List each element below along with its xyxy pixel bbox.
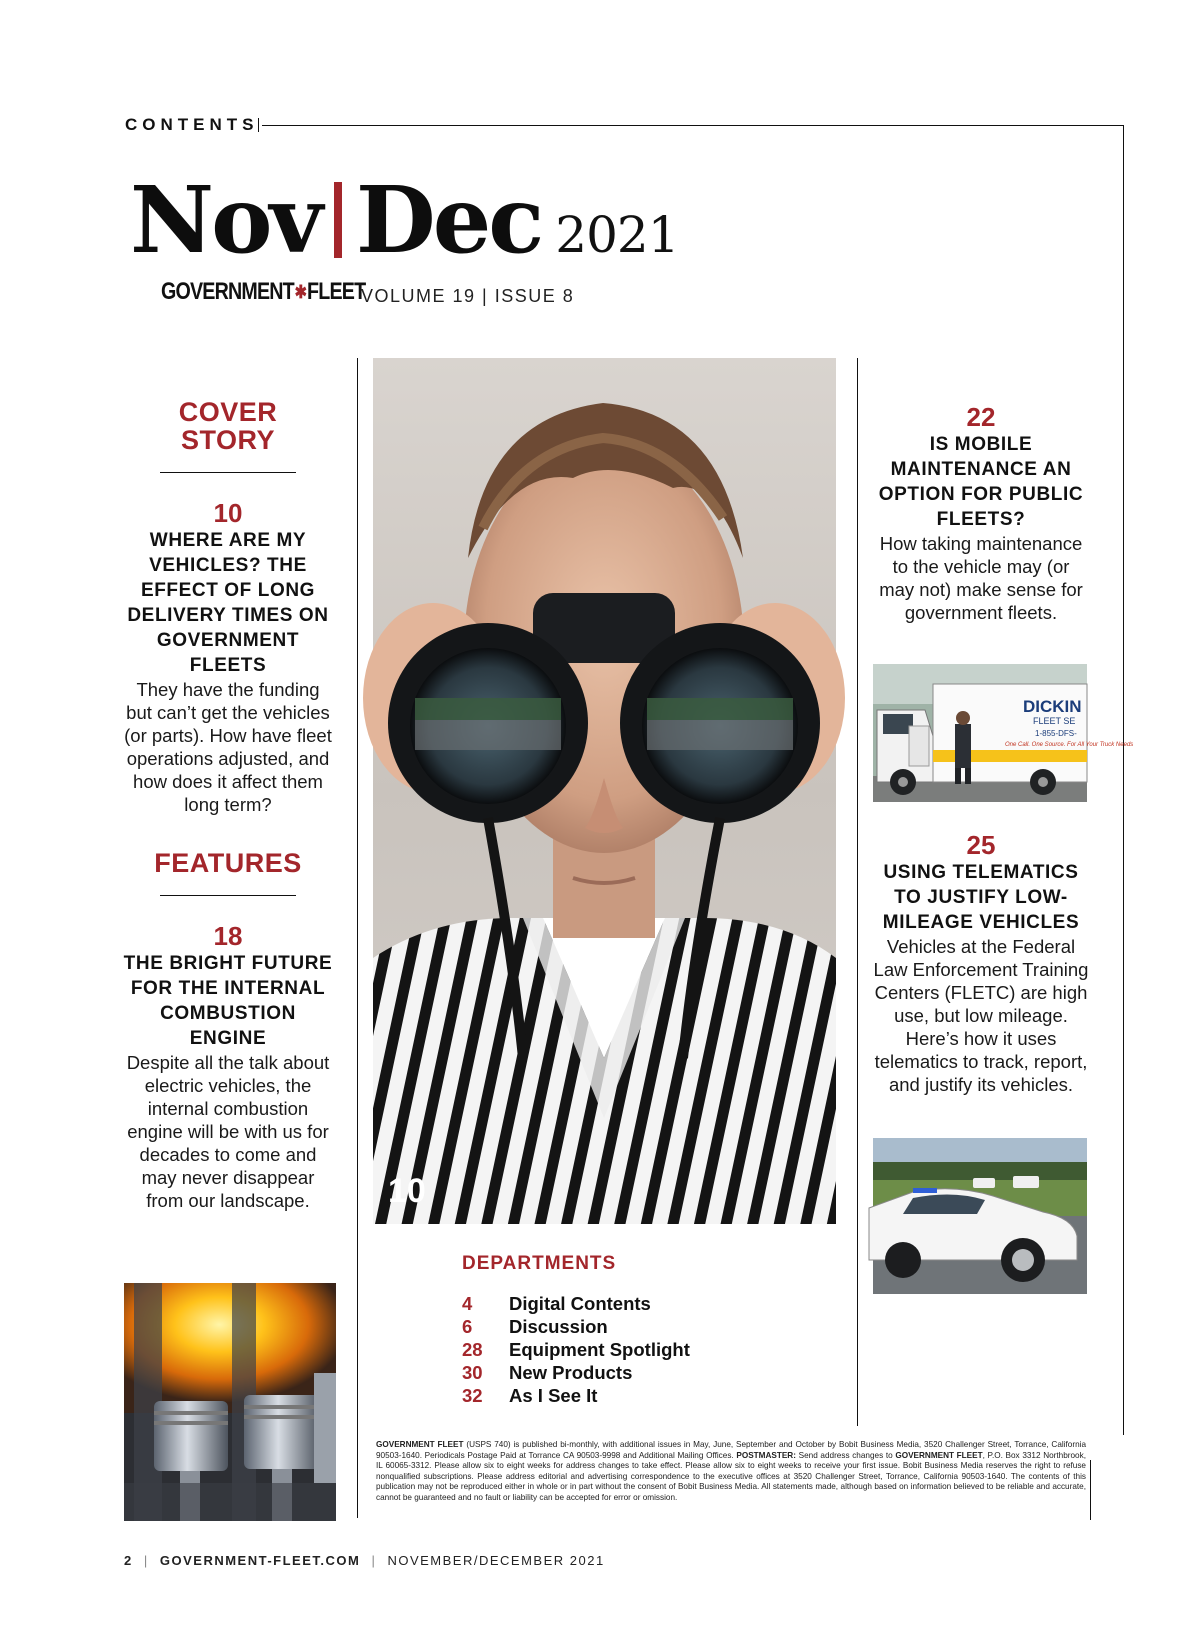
story-22-body: How taking maintenance to the vehicle may (or may not) make sense for government fleets. <box>879 533 1083 623</box>
department-name: Equipment Spotlight <box>509 1339 690 1360</box>
cover-story-page: 10 <box>213 498 243 528</box>
police-car-illustration <box>873 1138 1087 1294</box>
cover-story-body: They have the funding but can’t get the vehicles (or parts). How have fleet operations adjusted, and how does it affect them long term? <box>124 679 332 815</box>
right-border-rule <box>1123 125 1124 1435</box>
department-name: Digital Contents <box>509 1293 651 1314</box>
engine-pistons-illustration <box>124 1283 336 1521</box>
footer-page-number: 2 <box>124 1553 133 1568</box>
issue-month-left: Nov <box>130 166 320 274</box>
cover-story-title[interactable]: WHERE ARE MY VEHICLES? THE EFFECT OF LONG DELIVERY TIMES ON GOVERNMENT FLEETS <box>127 530 329 676</box>
truck-phone-text: 1-855-DFS- <box>1035 729 1077 738</box>
footer-issue-date: NOVEMBER/DECEMBER 2021 <box>387 1553 605 1568</box>
issue-month-right: Dec <box>355 166 542 274</box>
government-fleet-logo <box>161 278 365 306</box>
cover-story-heading: COVER STORY <box>178 397 278 455</box>
issue-year: 2021 <box>555 206 679 264</box>
department-item[interactable] <box>462 1361 690 1384</box>
man-with-binoculars-illustration <box>373 358 836 1224</box>
engine-pistons-image[interactable] <box>124 1283 336 1521</box>
title-divider <box>334 182 342 258</box>
cover-story-rule <box>160 472 296 473</box>
truck-tagline-text: One Call. One Source. For All Your Truck Needs <box>1005 742 1134 748</box>
department-page: 28 <box>462 1339 483 1360</box>
departments-list <box>462 1292 690 1407</box>
police-car-image[interactable] <box>873 1138 1087 1294</box>
header-tick <box>258 118 259 132</box>
issue-title <box>130 166 679 274</box>
service-truck-image[interactable] <box>873 664 1134 802</box>
story-22-page: 22 <box>966 402 996 432</box>
departments-heading: DEPARTMENTS <box>462 1253 617 1274</box>
footer-website[interactable]: GOVERNMENT-FLEET.COM <box>159 1553 361 1568</box>
cover-story-section <box>122 398 334 1212</box>
page-footer: 2 | GOVERNMENT-FLEET.COM | NOVEMBER/DECEMBER 2021 <box>124 1553 605 1568</box>
story-22-title[interactable]: IS MOBILE MAINTENANCE AN OPTION FOR PUBLIC FLEETS? <box>878 434 1084 530</box>
story-22-section <box>873 402 1089 624</box>
contents-label: CONTENTS <box>125 115 259 134</box>
logo-text-left: GOVERNMENT <box>161 278 294 305</box>
department-page: 30 <box>462 1362 483 1383</box>
department-name: As I See It <box>509 1385 598 1406</box>
column-rule-left <box>357 358 358 1518</box>
volume-issue: VOLUME 19 | ISSUE 8 <box>361 286 575 306</box>
header-rule <box>262 125 1124 126</box>
cover-page-number: 10 <box>388 1172 426 1210</box>
feature-body: Despite all the talk about electric vehicles, the internal combustion engine will be with us for decades to come and may never disappear from our landscape. <box>126 1052 330 1211</box>
department-item[interactable] <box>462 1338 690 1361</box>
department-item[interactable] <box>462 1292 690 1315</box>
publication-fine-print: GOVERNMENT FLEET (USPS 740) is published bi-monthly, with additional issues in May, June, September and October by Bobit Business Media, 3520 Challenger Street, Torrance, California 90503-1640. Periodicals Postage Paid at Torrance CA 90503-9998 and Additional Mailing Offices. POSTMASTER: Send address changes to GOVERNMENT FLEET, P.O. Box 3312 Northbrook, IL 60065-3312. Please allow six to eight weeks for address changes to take effect. Please allow six to eight weeks to receive your first issue. Bobit Business Media reserves the right to refuse nonqualified subscriptions. Please address editorial and advertising correspondence to the executive offices at 3520 Challenger Street, Torrance, California 90503-1640. The contents of this publication may not be reproduced either in whole or in part without the consent of Bobit Business Media. All statements made, although based on information believed to be reliable and accurate, cannot be guaranteed and no fault or liability can be accepted for error or omission. <box>376 1440 1086 1502</box>
fine-print-rule <box>1090 1460 1091 1520</box>
story-25-page: 25 <box>966 830 996 860</box>
department-name: New Products <box>509 1362 633 1383</box>
story-25-title[interactable]: USING TELEMATICS TO JUSTIFY LOW-MILEAGE VEHICLES <box>882 862 1080 933</box>
logo-text-right: FLEET <box>307 278 366 305</box>
department-page: 32 <box>462 1385 483 1406</box>
logo-star-icon: ✱ <box>294 281 307 302</box>
department-item[interactable] <box>462 1384 690 1407</box>
department-page: 6 <box>462 1316 473 1337</box>
column-rule-right <box>857 358 858 1426</box>
service-truck-illustration <box>873 664 1134 802</box>
truck-brand-text: DICKIN <box>1023 697 1082 716</box>
story-25-body: Vehicles at the Federal Law Enforcement Training Centers (FLETC) are high use, but low mileage. Here’s how it uses telematics to track, report, and justify its vehicles. <box>873 936 1089 1095</box>
department-item[interactable] <box>462 1315 690 1338</box>
features-rule <box>160 895 296 896</box>
truck-sub-text: FLEET SE <box>1033 716 1076 726</box>
feature-title[interactable]: THE BRIGHT FUTURE FOR THE INTERNAL COMBUSTION ENGINE <box>123 953 333 1049</box>
features-heading: FEATURES <box>154 848 302 878</box>
story-25-section <box>873 830 1089 1096</box>
cover-photo[interactable] <box>373 358 836 1224</box>
department-page: 4 <box>462 1293 473 1314</box>
feature-page: 18 <box>213 921 243 951</box>
department-name: Discussion <box>509 1316 608 1337</box>
